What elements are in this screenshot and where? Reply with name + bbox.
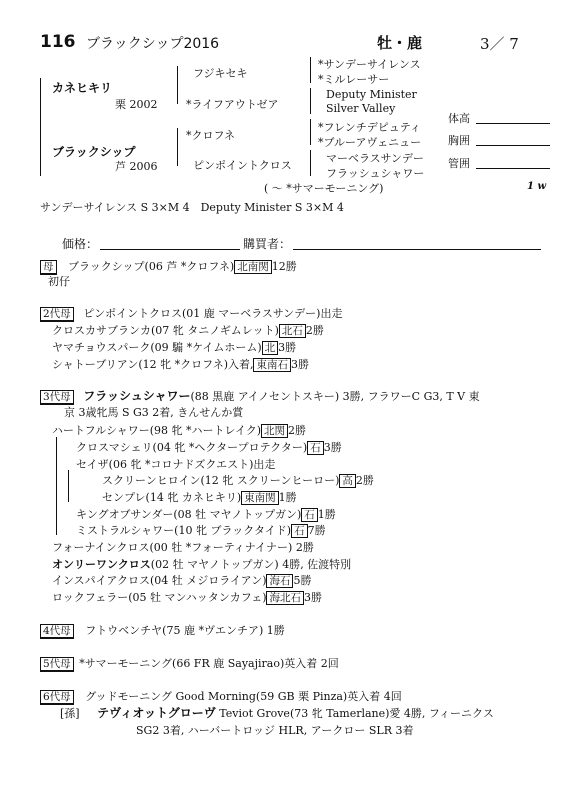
dam-bracket bbox=[177, 128, 178, 166]
entry-name: オンリーワンクロス bbox=[52, 558, 151, 571]
wins: 3勝 bbox=[278, 341, 297, 354]
wins: 3勝 bbox=[323, 441, 342, 454]
ggp-bracket-4 bbox=[310, 150, 311, 176]
list-item bbox=[52, 357, 309, 372]
gen3-head bbox=[40, 389, 480, 405]
track-badge: 石 bbox=[307, 441, 324, 455]
list-item: セイザ(06 牝 *コロナドズクエスト)出走 bbox=[76, 458, 276, 471]
list-item bbox=[76, 507, 336, 522]
dam-line: ブラックシップ(06 芦 *クロフネ) bbox=[68, 260, 235, 273]
dam-color-year: 芦 2006 bbox=[115, 160, 158, 173]
section-tag: 2代母 bbox=[40, 307, 74, 322]
gen3-record-cont: 京 3歳牝馬 S G3 2着, きんせんか賞 bbox=[64, 406, 244, 419]
wins: 2勝 bbox=[288, 424, 307, 437]
track-badge: 海北石 bbox=[266, 591, 304, 605]
ggp-7: マーベラスサンデー bbox=[326, 152, 424, 165]
track-badge: 北石 bbox=[279, 324, 306, 338]
gen5-line: *サマーモーニング(66 FR 鹿 Sayajirao)英入着 2回 bbox=[79, 657, 339, 670]
track-badge: 海石 bbox=[266, 574, 293, 588]
page-indicator: 3／ 7 bbox=[480, 35, 519, 53]
sire-name: カネヒキリ bbox=[52, 81, 113, 95]
family-number: 1 w bbox=[527, 181, 547, 192]
gen2-dam: ピンポイントクロス(01 鹿 マーベラスサンデー)出走 bbox=[83, 307, 343, 320]
tree-line bbox=[56, 437, 57, 535]
ggp-5: *フレンチデピュティ bbox=[318, 121, 421, 134]
grandchild-record-cont: SG2 3着, ハーバートロッジ HLR, アークロー SLR 3着 bbox=[136, 724, 414, 737]
sire-dam: *ライフアウトゼア bbox=[186, 98, 279, 111]
track-badge: 北関 bbox=[261, 424, 288, 438]
tree-line bbox=[68, 470, 69, 502]
wins: 2勝 bbox=[305, 324, 324, 337]
wins: 12勝 bbox=[271, 260, 297, 273]
list-item bbox=[52, 573, 311, 588]
ggp-8: フラッシュシャワー bbox=[326, 167, 425, 180]
buyer-line bbox=[293, 249, 541, 250]
section-tag: 母 bbox=[40, 260, 57, 275]
list-item bbox=[102, 490, 297, 505]
wins: 1勝 bbox=[317, 508, 336, 521]
entry-text: センプレ(14 牝 カネヒキリ) bbox=[102, 491, 242, 504]
section-tag: 4代母 bbox=[40, 624, 74, 639]
family-line: ( ～ *サマーモーニング) bbox=[264, 182, 384, 195]
gen6-head bbox=[40, 689, 402, 705]
list-item bbox=[76, 523, 326, 538]
ggp-4: Silver Valley bbox=[326, 102, 396, 115]
wins: 7勝 bbox=[307, 524, 326, 537]
entry-text: (02 牡 マヤノトップガン) 4勝, 佐渡特別 bbox=[150, 558, 352, 571]
list-item bbox=[102, 473, 374, 488]
ggp-1: *サンデーサイレンス bbox=[318, 58, 421, 71]
grandchild-entry bbox=[60, 706, 494, 721]
wins: 5勝 bbox=[293, 574, 312, 587]
section-tag: 5代母 bbox=[40, 657, 74, 672]
entry-text: ハートフルシャワー(98 牝 *ハートレイク) bbox=[52, 424, 262, 437]
entry-text: ヤマチョウスパーク(09 騸 *ケイムホーム) bbox=[52, 341, 262, 354]
field-height-line bbox=[476, 123, 550, 124]
entry-text: シャトーブリアン(12 牝 *クロフネ)入着, bbox=[52, 358, 254, 371]
entry-text: スクリーンヒロイン(12 牝 スクリーンヒーロー) bbox=[102, 474, 340, 487]
track-badge: 北 bbox=[262, 341, 279, 355]
entry-text: キングオブサンダー(08 牡 マヤノトップガン) bbox=[76, 508, 302, 521]
dam-name: ブラックシップ bbox=[52, 145, 136, 159]
buyer-label: 購買者： bbox=[243, 237, 292, 251]
grandchild-record: Teviot Grove(73 牝 Tamerlane)愛 4勝, フィーニクス bbox=[219, 707, 494, 720]
gen6-line: グッドモーニング Good Morning(59 GB 栗 Pinza)英入着 4回 bbox=[85, 690, 402, 703]
inbreeding: サンデーサイレンス S 3×M 4 Deputy Minister S 3×M 4 bbox=[40, 201, 344, 214]
track-badge: 東南石 bbox=[253, 358, 291, 372]
gen3-name: フラッシュシャワー bbox=[83, 389, 191, 403]
track-badge: 石 bbox=[301, 508, 318, 522]
sire-sire: フジキセキ bbox=[193, 67, 248, 80]
wins: 3勝 bbox=[290, 358, 309, 371]
gen2-head bbox=[40, 306, 342, 322]
ggp-bracket-2 bbox=[310, 88, 311, 114]
list-item bbox=[52, 590, 322, 605]
price-line bbox=[100, 249, 240, 250]
gen4-head bbox=[40, 623, 285, 639]
ggp-3: Deputy Minister bbox=[326, 88, 417, 101]
list-item bbox=[76, 440, 342, 455]
dam-note: 初仔 bbox=[48, 275, 70, 288]
sire-color-year: 栗 2002 bbox=[115, 98, 158, 111]
field-chest-label: 胸囲 bbox=[448, 134, 470, 147]
dam-sire: *クロフネ bbox=[186, 129, 236, 142]
field-height-label: 体高 bbox=[448, 112, 470, 125]
list-item bbox=[52, 423, 306, 438]
list-item: フォーナインクロス(00 牡 *フォーティナイナー) 2勝 bbox=[52, 541, 314, 554]
gen3-record: (88 黒鹿 アイノセントスキー) 3勝, フラワーC G3, T V 東 bbox=[190, 390, 480, 403]
wins: 1勝 bbox=[278, 491, 297, 504]
grandchild-name: テヴィオットグローヴ bbox=[97, 706, 216, 720]
track-badge: 高 bbox=[339, 474, 356, 488]
price-label: 価格： bbox=[62, 237, 99, 251]
track-badge: 東南関 bbox=[241, 491, 279, 505]
pedigree-bracket bbox=[40, 78, 41, 176]
field-cannon-line bbox=[476, 168, 550, 169]
wins: 3勝 bbox=[303, 591, 322, 604]
grandchild-tag: [孫] bbox=[60, 707, 80, 720]
section-tag: 3代母 bbox=[40, 390, 74, 405]
section-tag: 6代母 bbox=[40, 690, 74, 705]
track-badge: 石 bbox=[291, 524, 308, 538]
sex-color: 牡・鹿 bbox=[377, 34, 423, 52]
wins: 2勝 bbox=[355, 474, 374, 487]
track-badge: 北南関 bbox=[234, 260, 272, 274]
list-item bbox=[52, 557, 351, 572]
entry-text: インスパイアクロス(04 牡 メジロライアン) bbox=[52, 574, 267, 587]
ggp-bracket-1 bbox=[310, 57, 311, 83]
field-cannon-label: 管囲 bbox=[448, 157, 470, 170]
list-item bbox=[52, 340, 296, 355]
entry-text: ロックフェラー(05 牡 マンハッタンカフェ) bbox=[52, 591, 267, 604]
gen5-head bbox=[40, 656, 339, 672]
dam-dam: ピンポイントクロス bbox=[193, 159, 292, 172]
sire-bracket bbox=[177, 66, 178, 104]
field-chest-line bbox=[476, 145, 550, 146]
entry-text: ミストラルシャワー(10 牝 ブラックタイド) bbox=[76, 524, 292, 537]
entry-text: クロスカサブランカ(07 牝 タニノギムレット) bbox=[52, 324, 279, 337]
gen4-line: フトウベンチヤ(75 鹿 *ヴエンチア) 1勝 bbox=[85, 624, 285, 637]
list-item bbox=[52, 323, 324, 338]
dam-section bbox=[40, 259, 297, 275]
ggp-2: *ミルレーサー bbox=[318, 73, 390, 86]
entry-text: クロスマシェリ(04 牝 *ヘクタープロテクター) bbox=[76, 441, 308, 454]
ggp-bracket-3 bbox=[310, 119, 311, 145]
horse-name: ブラックシップ2016 bbox=[86, 36, 220, 52]
lot-number: 116 bbox=[40, 32, 76, 52]
ggp-6: *ブルーアヴェニュー bbox=[318, 136, 422, 149]
